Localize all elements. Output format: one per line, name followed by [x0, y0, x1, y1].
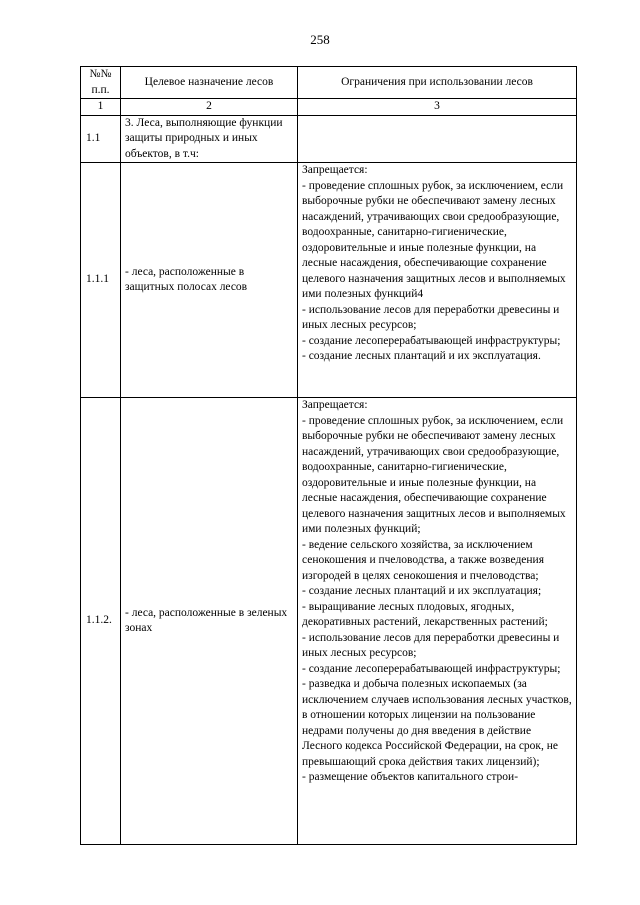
row-purpose: - леса, расположенные в защитных полосах лесов: [121, 163, 298, 398]
restriction-item: - создание лесных плантаций и их эксплуатация.: [302, 350, 541, 362]
row-purpose: 3. Леса, выполняющие функции защиты природных и иных объектов, в т.ч:: [121, 115, 298, 163]
restriction-item: - проведение сплошных рубок, за исключением, если выборочные рубки не обеспечивают замену лесных насаждений, утрачивающих свои средообразующие, водоохранные, санитарно-гигиенические, оздоровительные и иные полезные функции, на лесные насаждения, обеспечивающие сохранение целевого назначения защитных лесов и выполняемых ими полезных функций4: [302, 179, 566, 300]
row-restrictions: [298, 398, 577, 845]
header-restrictions: Ограничения при использовании лесов: [298, 67, 577, 99]
restriction-item: - выращивание лесных плодовых, ягодных, декоративных растений, лекарственных растений;: [302, 600, 548, 628]
page-number: 258: [310, 32, 330, 47]
restriction-item: - размещение объектов капитального строи-: [302, 771, 519, 783]
restriction-item: - разведка и добыча полезных ископаемых (за исключением случаев использования лесных участков, в отношении которых лицензии на пользование недрами получены до дня введения в действие Лесного кодекса Российской Федерации, на срок, не превышающий срока действия таких лицензий);: [302, 678, 572, 768]
restriction-item: - создание лесных плантаций и их эксплуатация;: [302, 585, 542, 597]
header-purpose: Целевое назначение лесов: [121, 67, 298, 99]
table-row: [81, 115, 577, 163]
restriction-heading: Запрещается:: [302, 164, 368, 176]
row-purpose: - леса, расположенные в зеленых зонах: [121, 398, 298, 845]
table-row: [81, 398, 577, 845]
restriction-item: - использование лесов для переработки древесины и иных лесных ресурсов;: [302, 303, 560, 331]
row-num: 1.1: [81, 115, 121, 163]
restriction-item: - создание лесоперерабатывающей инфраструктуры;: [302, 334, 561, 347]
table-header-row: [81, 67, 577, 99]
restriction-item: - использование лесов для переработки древесины и иных лесных ресурсов;: [302, 631, 560, 659]
restriction-item: - проведение сплошных рубок, за исключением, если выборочные рубки не обеспечивают замену лесных насаждений, утрачивающих свои средообразующие, водоохранные, санитарно-гигиенические, оздоровительные и иные полезные функции, на лесные насаждения, обеспечивающие сохранение целевого назначения защитных лесов и выполняемых ими полезных функций;: [302, 414, 566, 535]
row-restrictions: [298, 115, 577, 163]
row-num: 1.1.1: [81, 163, 121, 398]
row-num: 1.1.2.: [81, 398, 121, 845]
header-num: №№ п.п.: [81, 67, 121, 99]
forest-restrictions-table: [80, 66, 577, 845]
column-numbers-row: [81, 99, 577, 116]
column-number: 1: [81, 99, 121, 116]
restriction-heading: Запрещается:: [302, 399, 368, 411]
restriction-item: - создание лесоперерабатывающей инфраструктуры;: [302, 662, 561, 675]
row-restrictions: [298, 163, 577, 398]
table-row: [81, 163, 577, 398]
column-number: 2: [121, 99, 298, 116]
column-number: 3: [298, 99, 577, 116]
restriction-item: - ведение сельского хозяйства, за исключением сенокошения и пчеловодства, а также возведения изгородей в целях сенокошения и пчеловодства;: [302, 538, 545, 582]
